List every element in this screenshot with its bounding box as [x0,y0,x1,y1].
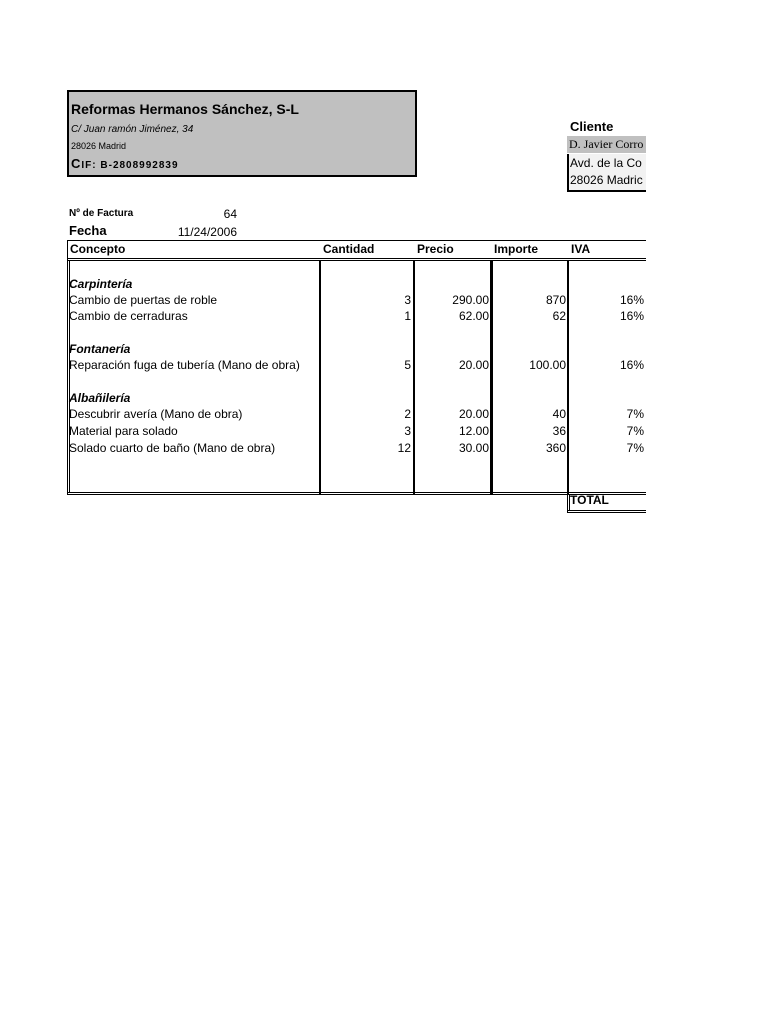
company-cif-initial: C [71,156,82,171]
row-concept: Descubrir avería (Mano de obra) [69,407,243,421]
invoice-date: 11/24/2006 [177,225,237,239]
header-quantity: Cantidad [323,242,375,256]
client-address-line2: 28026 Madric [570,173,643,187]
row-amount: 62 [552,309,566,323]
invoice-date-label: Fecha [69,223,107,238]
row-vat: 16% [619,293,644,307]
table-bottom-border [67,492,646,493]
company-city: 28026 Madrid [71,141,127,151]
category-fontaneria: Fontanería [69,342,131,356]
row-price: 30.00 [458,441,489,455]
row-amount: 100.00 [529,358,566,372]
client-label: Cliente [570,119,614,134]
company-cif-rest: IF: B-2808992839 [81,160,179,171]
table-header-divider-inner [67,260,646,261]
row-vat: 7% [626,424,644,438]
invoice-number: 64 [223,207,237,221]
col-sep-amount [567,260,569,494]
row-price: 290.00 [452,293,489,307]
row-quantity: 2 [404,407,411,421]
header-vat: IVA [571,242,591,256]
row-quantity: 12 [397,441,411,455]
row-quantity: 1 [404,309,411,323]
row-quantity: 5 [404,358,411,372]
client-address-box [567,154,646,192]
row-concept: Material para solado [69,424,178,438]
category-carpinteria: Carpintería [69,277,133,291]
client-name-box [567,136,646,153]
row-amount: 360 [545,441,566,455]
row-quantity: 3 [404,293,411,307]
row-amount: 36 [552,424,566,438]
table-bottom-border-outer [67,494,646,495]
company-street: C/ Juan ramón Jiménez, 34 [71,124,194,135]
client-address-line1: Avd. de la Co [570,156,642,170]
row-concept: Reparación fuga de tubería (Mano de obra) [69,358,300,372]
category-albanileria: Albañilería [69,391,131,405]
table-header-divider [67,258,646,259]
company-name: Reformas Hermanos Sánchez, S-L [71,101,299,117]
total-box-bottom [567,510,646,511]
row-amount: 870 [545,293,566,307]
invoice-number-label: Nº de Factura [69,208,134,219]
row-vat: 7% [626,407,644,421]
row-amount: 40 [552,407,566,421]
row-quantity: 3 [404,424,411,438]
header-price: Precio [417,242,454,256]
header-concept: Concepto [70,242,126,256]
total-label: TOTAL [570,493,609,507]
total-box-bottom-outer [567,512,646,513]
company-info-box [67,90,417,177]
row-concept: Cambio de puertas de roble [69,293,218,307]
client-name: D. Javier Corro [569,137,644,151]
row-concept: Cambio de cerraduras [69,309,188,323]
row-price: 12.00 [458,424,489,438]
col-sep-price [490,260,493,494]
table-left-border [67,240,68,494]
header-amount: Importe [494,242,539,256]
row-concept: Solado cuarto de baño (Mano de obra) [69,441,276,455]
table-top-border [67,240,646,241]
row-vat: 7% [626,441,644,455]
company-cif [71,156,179,171]
col-sep-concept [319,260,321,494]
row-vat: 16% [619,309,644,323]
row-vat: 16% [619,358,644,372]
row-price: 20.00 [458,407,489,421]
row-price: 20.00 [458,358,489,372]
col-sep-quantity [413,260,415,494]
row-price: 62.00 [458,309,489,323]
